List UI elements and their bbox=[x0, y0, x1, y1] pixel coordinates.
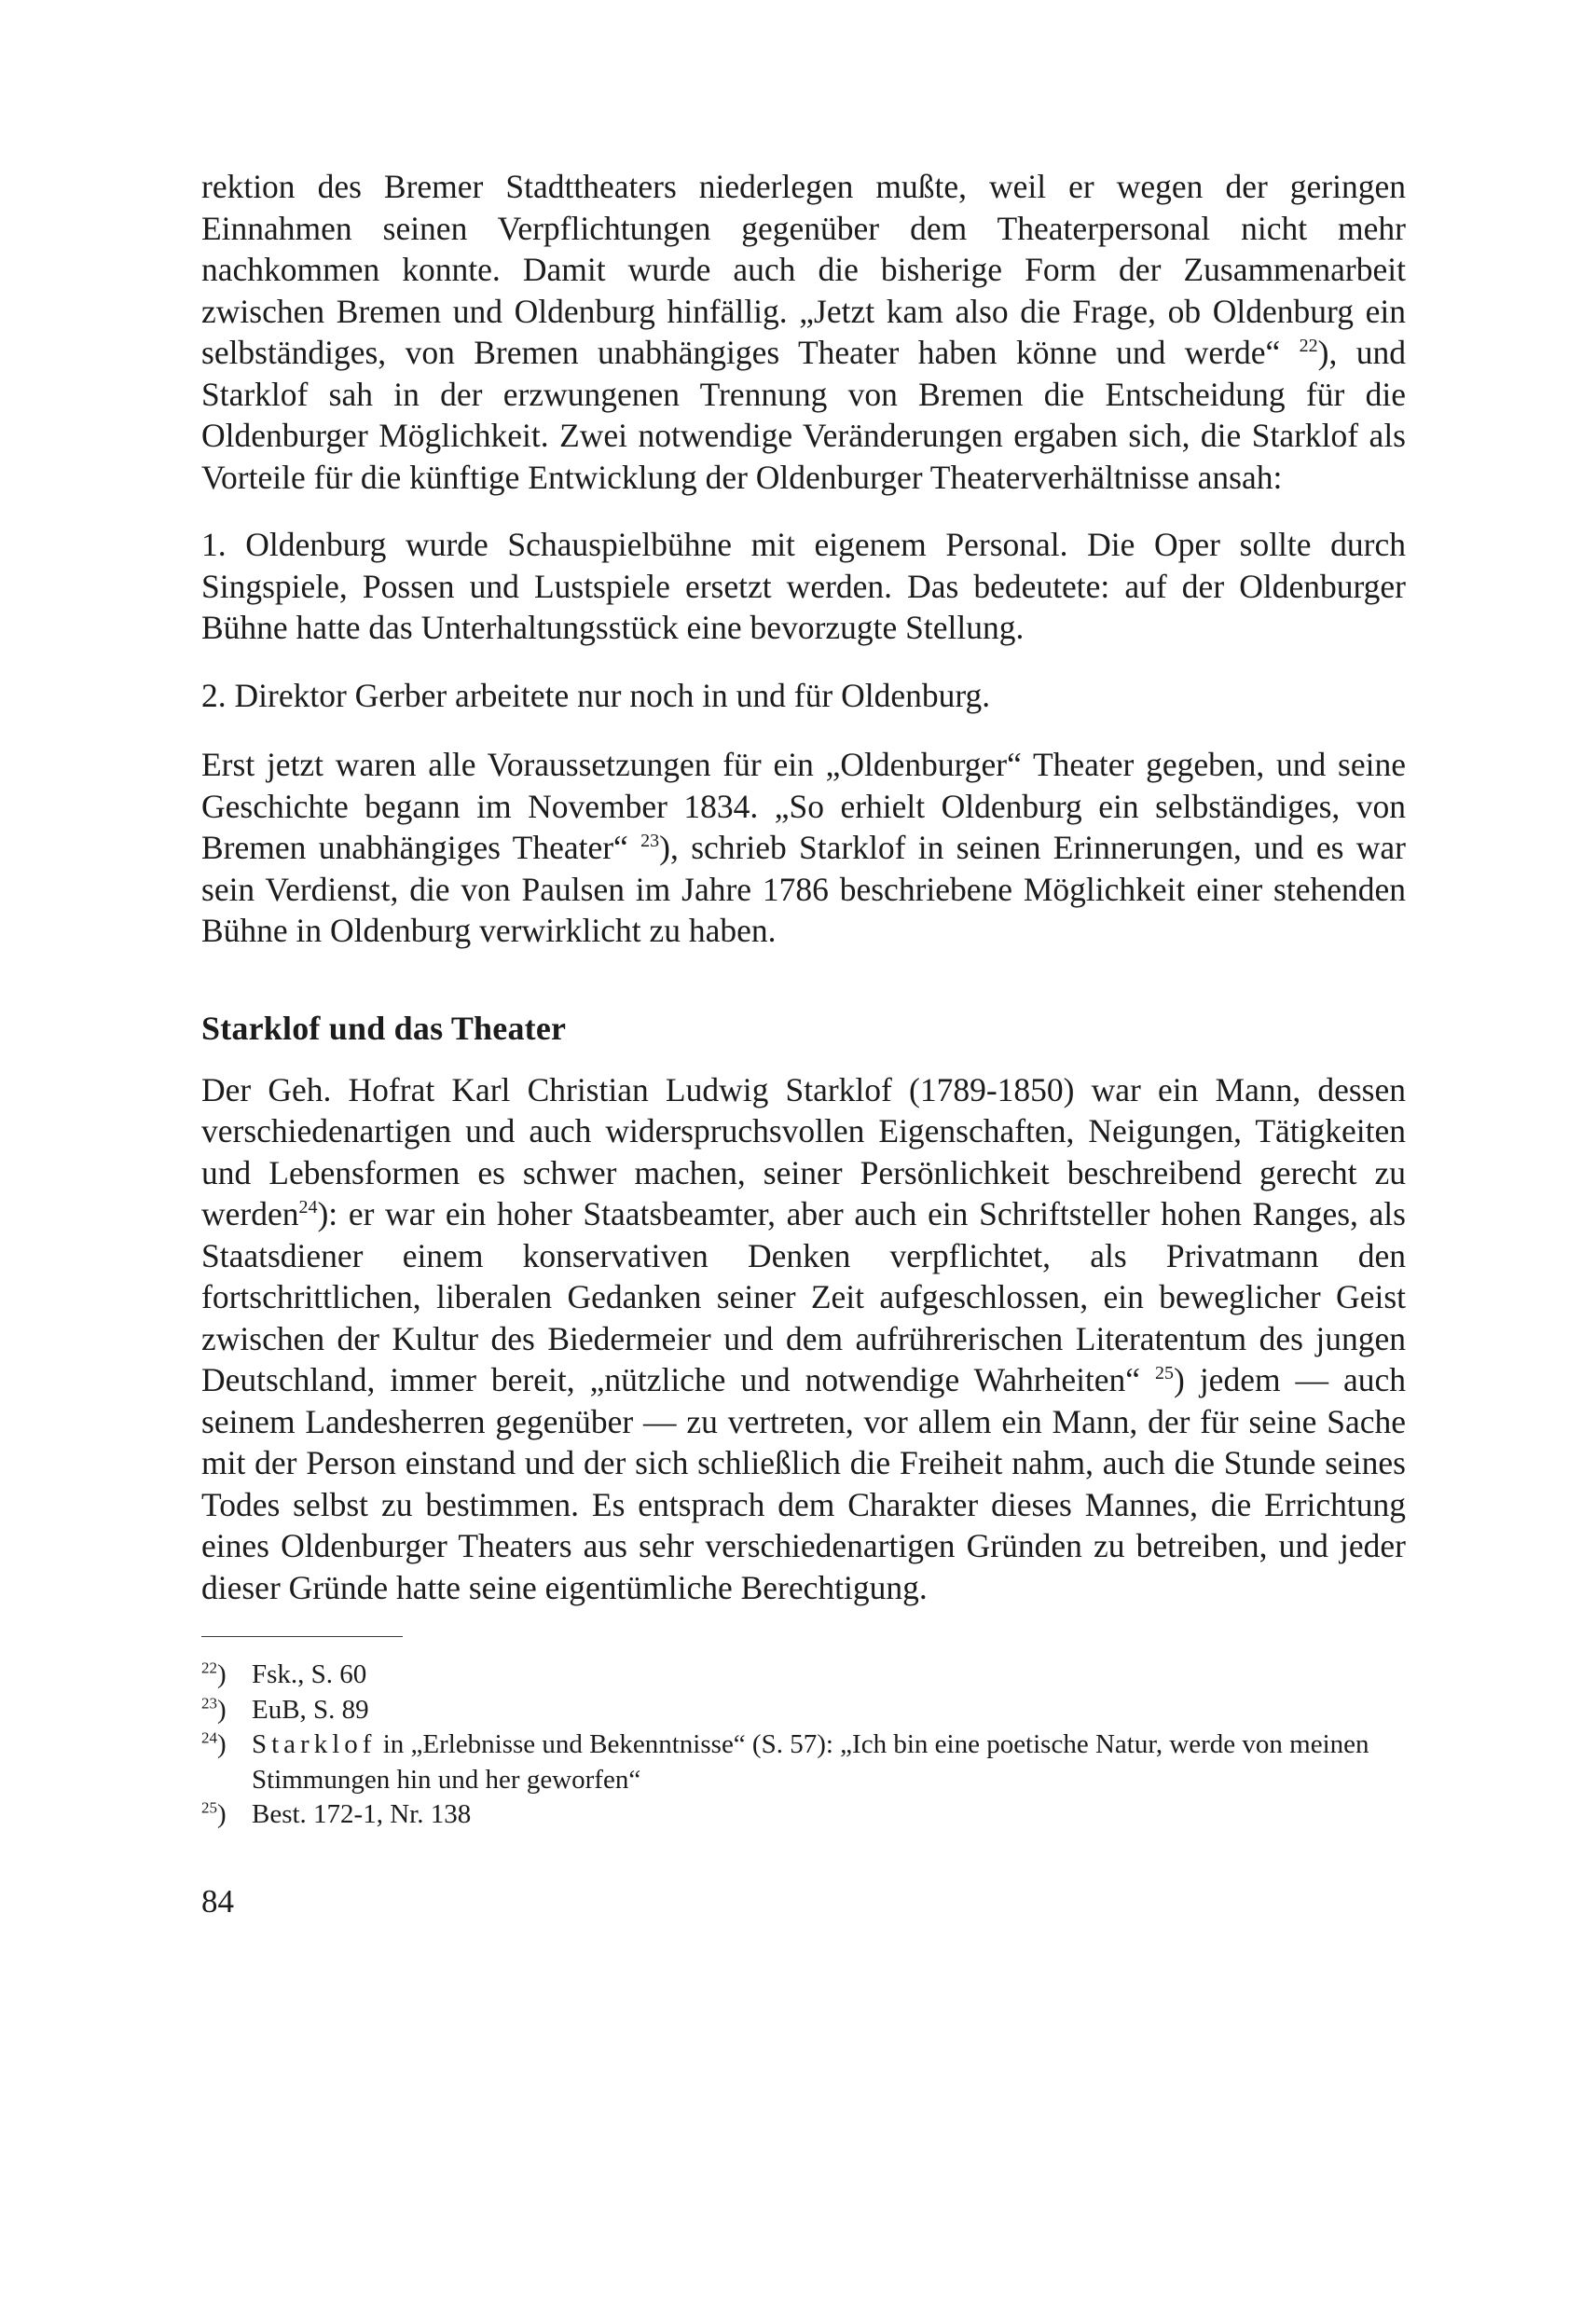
footnote-number: 22 bbox=[201, 1658, 217, 1677]
footnote-text bbox=[252, 1727, 1406, 1797]
paragraph-1-text-a: rektion des Bremer Stadttheaters niederlegen mußte, weil er wegen der geringen Einnahmen seinen Verpflichtungen gegenüber dem Theaterpersonal nicht mehr nachkommen konnte. Damit wurde auch die bisherige Form der Zusammenarbeit zwischen Bremen und Oldenburg hinfällig. „Jetzt kam also die Frage, ob Oldenburg ein selbständiges, von Bremen unabhängiges Theater haben könne und werde“ bbox=[201, 168, 1406, 371]
paragraph-2-text-b: ), schrieb Starklof in seinen Erinnerungen, und es war sein Verdienst, die von Paulsen im Jahre 1786 beschriebene Möglichkeit einer stehenden Bühne in Oldenburg verwirklicht zu haben. bbox=[201, 829, 1406, 949]
footnote-text: EuB, S. 89 bbox=[252, 1694, 369, 1725]
footnote-ref-22: 22 bbox=[1299, 336, 1318, 357]
footnote-25 bbox=[201, 1797, 1406, 1833]
paragraph-3 bbox=[201, 1069, 1406, 1609]
paragraph-2 bbox=[201, 744, 1406, 952]
footnote-number: 23 bbox=[201, 1693, 217, 1712]
footnote-marker bbox=[201, 1727, 252, 1797]
footnote-ref-25: 25 bbox=[1155, 1363, 1175, 1384]
paragraph-2-text-a: Erst jetzt waren alle Voraussetzungen für ein „Oldenburger“ Theater gegeben, und seine Geschichte begann im November 1834. „So erhielt Oldenburg ein selbständiges, von Bremen unabhängiges Theater“ bbox=[201, 746, 1406, 866]
footnote-paren: ) bbox=[217, 1799, 227, 1829]
book-page bbox=[201, 166, 1406, 1920]
footnote-author-spaced: Starklof bbox=[252, 1729, 377, 1759]
paragraph-1-text-b: ), und Starklof sah in der erzwungenen Trennung von Bremen die Entscheidung für die Oldenburger Möglichkeit. Zwei notwendige Veränderungen ergaben sich, die Starklof als Vorteile für die künftige Entwicklung der Oldenburger Theaterverhältnisse ansah: bbox=[201, 334, 1407, 496]
footnote-ref-23: 23 bbox=[640, 831, 660, 852]
footnote-24 bbox=[201, 1727, 1406, 1797]
footnote-ref-24: 24 bbox=[298, 1197, 318, 1218]
footnote-divider bbox=[201, 1636, 403, 1637]
footnote-marker bbox=[201, 1693, 252, 1728]
footnote-number: 24 bbox=[201, 1728, 217, 1747]
footnote-number: 25 bbox=[201, 1798, 217, 1817]
paragraph-3-text-b: ): er war ein hoher Staatsbeamter, aber auch ein Schriftsteller hohen Ranges, als Staatsdiener einem konservativen Denken verpflichtet, als Privatmann den fortschrittlichen, liberalen Gedanken seiner Zeit aufgeschlossen, ein beweglicher Geist zwischen der Kultur des Biedermeier und dem aufrührerischen Literatentum des jungen Deutschland, immer bereit, „nützliche und notwendige Wahrheiten“ bbox=[201, 1195, 1406, 1398]
footnote-paren: ) bbox=[217, 1729, 227, 1759]
footnote-paren: ) bbox=[217, 1659, 227, 1689]
paragraph-list-item-2: 2. Direktor Gerber arbeitete nur noch in und für Oldenburg. bbox=[201, 676, 991, 714]
footnote-text-rest: in „Erlebnisse und Bekenntnisse“ (S. 57): „Ich bin eine poetische Natur, werde von meinen Stimmungen hin und her geworfen“ bbox=[252, 1729, 1369, 1795]
footnotes bbox=[201, 1658, 1406, 1833]
footnote-marker bbox=[201, 1797, 252, 1833]
footnote-text: Best. 172-1, Nr. 138 bbox=[252, 1799, 472, 1829]
footnote-23 bbox=[201, 1693, 1406, 1728]
page-number: 84 bbox=[201, 1882, 234, 1920]
paragraph-list-item-1: 1. Oldenburg wurde Schauspielbühne mit eigenem Personal. Die Oper sollte durch Singspiele, Possen und Lustspiele ersetzt werden. Das bedeutete: auf der Oldenburger Bühne hatte das Unterhaltungsstück eine bevorzugte Stellung. bbox=[201, 526, 1406, 646]
paragraph-1 bbox=[201, 166, 1406, 498]
footnote-text: Fsk., S. 60 bbox=[252, 1659, 367, 1689]
footnote-22 bbox=[201, 1658, 1406, 1693]
section-heading: Starklof und das Theater bbox=[201, 1009, 567, 1047]
footnote-paren: ) bbox=[217, 1694, 227, 1725]
footnote-marker bbox=[201, 1658, 252, 1693]
paragraph-3-text-c: ) jedem — auch seinem Landesherren gegenüber — zu vertreten, vor allem ein Mann, der für seine Sache mit der Person einstand und der sich schließlich die Freiheit nahm, auch die Stunde seines Todes selbst zu bestimmen. Es entsprach dem Charakter dieses Mannes, die Errichtung eines Oldenburger Theaters aus sehr verschiedenartigen Gründen zu betreiben, und jeder dieser Gründe hatte seine eigentümliche Berechtigung. bbox=[201, 1361, 1407, 1606]
paragraph-3-text-a: Der Geh. Hofrat Karl Christian Ludwig Starklof (1789-1850) war ein Mann, dessen verschiedenartigen und auch widerspruchsvollen Eigenschaften, Neigungen, Tätigkeiten und Lebensformen es schwer machen, seiner Persönlichkeit beschreibend gerecht zu werden bbox=[201, 1070, 1406, 1232]
